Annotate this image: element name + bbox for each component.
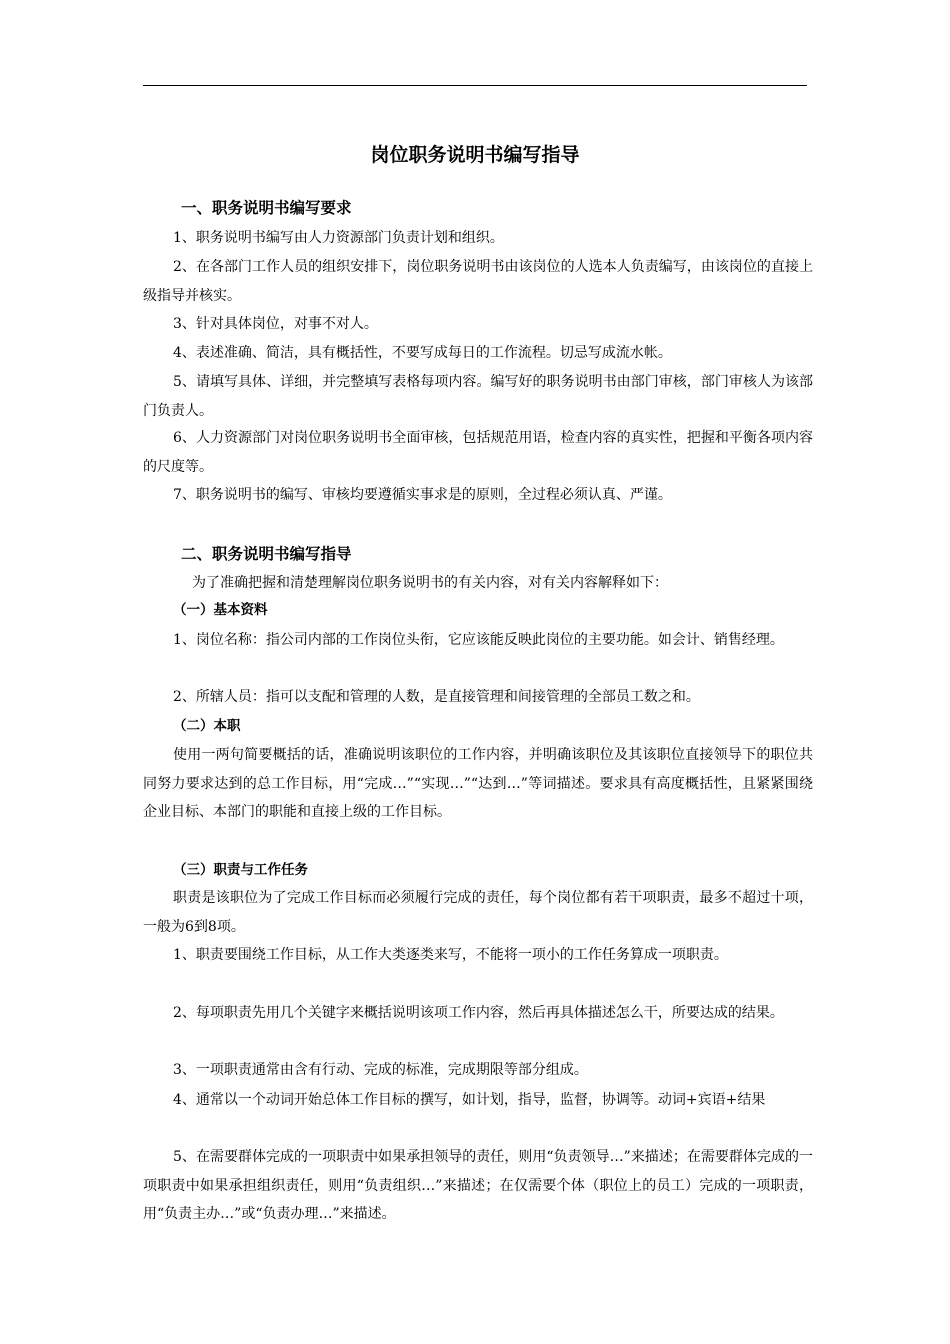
subsection3-intro: 职责是该职位为了完成工作目标而必须履行完成的责任，每个岗位都有若干项职责，最多不超过十项，一般为6到8项。 [143, 890, 813, 935]
section1-item-6: 6、人力资源部门对岗位职务说明书全面审核，包括规范用语，检查内容的真实性，把握和平衡各项内容的尺度等。 [143, 430, 813, 475]
section1-heading: 一、职务说明书编写要求 [181, 199, 352, 217]
section1-item-5: 5、请填写具体、详细，并完整填写表格每项内容。编写好的职务说明书由部门审核，部门审核人为该部门负责人。 [143, 374, 813, 419]
section1-item-1: 1、职务说明书编写由人力资源部门负责计划和组织。 [173, 230, 504, 246]
subsection2-heading: （二）本职 [173, 718, 241, 734]
section2-intro: 为了准确把握和清楚理解岗位职务说明书的有关内容，对有关内容解释如下： [192, 575, 668, 591]
section1-item-2: 2、在各部门工作人员的组织安排下，岗位职务说明书由该岗位的人选本人负责编写，由该岗位的直接上级指导并核实。 [143, 259, 813, 304]
subsection3-item-5: 5、在需要群体完成的一项职责中如果承担领导的责任，则用“负责领导…”来描述；在需要群体完成的一项职责中如果承担组织责任，则用“负责组织…”来描述；在仅需要个体（职位上的员工）完成的一项职责，用“负责主办…”或“负责办理…”来描述。 [143, 1149, 813, 1222]
subsection3-item-4: 4、通常以一个动词开始总体工作目标的撰写，如计划，指导，监督，协调等。动词+宾语+结果 [173, 1092, 766, 1108]
subsection3-heading: （三）职责与工作任务 [173, 862, 308, 878]
subsection1-item-2: 2、所辖人员：指可以支配和管理的人数，是直接管理和间接管理的全部员工数之和。 [173, 689, 700, 705]
section1-item-7: 7、职务说明书的编写、审核均要遵循实事求是的原则，全过程必须认真、严谨。 [173, 487, 672, 503]
subsection2-text: 使用一两句简要概括的话，准确说明该职位的工作内容，并明确该职位及其该职位直接领导下的职位共同努力要求达到的总工作目标，用“完成…”“实现…”“达到…”等词描述。要求具有高度概括性，且紧紧围绕企业目标、本部门的职能和直接上级的工作目标。 [143, 747, 813, 820]
subsection3-item-1: 1、职责要围绕工作目标，从工作大类逐类来写，不能将一项小的工作任务算成一项职责。 [173, 947, 728, 963]
subsection1-item-1: 1、岗位名称：指公司内部的工作岗位头衔，它应该能反映此岗位的主要功能。如会计、销售经理。 [173, 632, 784, 648]
section1-item-3: 3、针对具体岗位，对事不对人。 [173, 316, 378, 332]
header-rule [143, 85, 807, 86]
section1-item-4: 4、表述准确、简洁，具有概括性，不要写成每日的工作流程。切忌写成流水帐。 [173, 345, 672, 361]
section2-heading: 二、职务说明书编写指导 [181, 545, 352, 563]
subsection1-heading: （一）基本资料 [173, 602, 268, 618]
subsection3-item-2: 2、每项职责先用几个关键字来概括说明该项工作内容，然后再具体描述怎么干，所要达成的结果。 [173, 1005, 784, 1021]
document-title: 岗位职务说明书编写指导 [370, 144, 580, 166]
subsection3-item-3: 3、一项职责通常由含有行动、完成的标准，完成期限等部分组成。 [173, 1062, 588, 1078]
